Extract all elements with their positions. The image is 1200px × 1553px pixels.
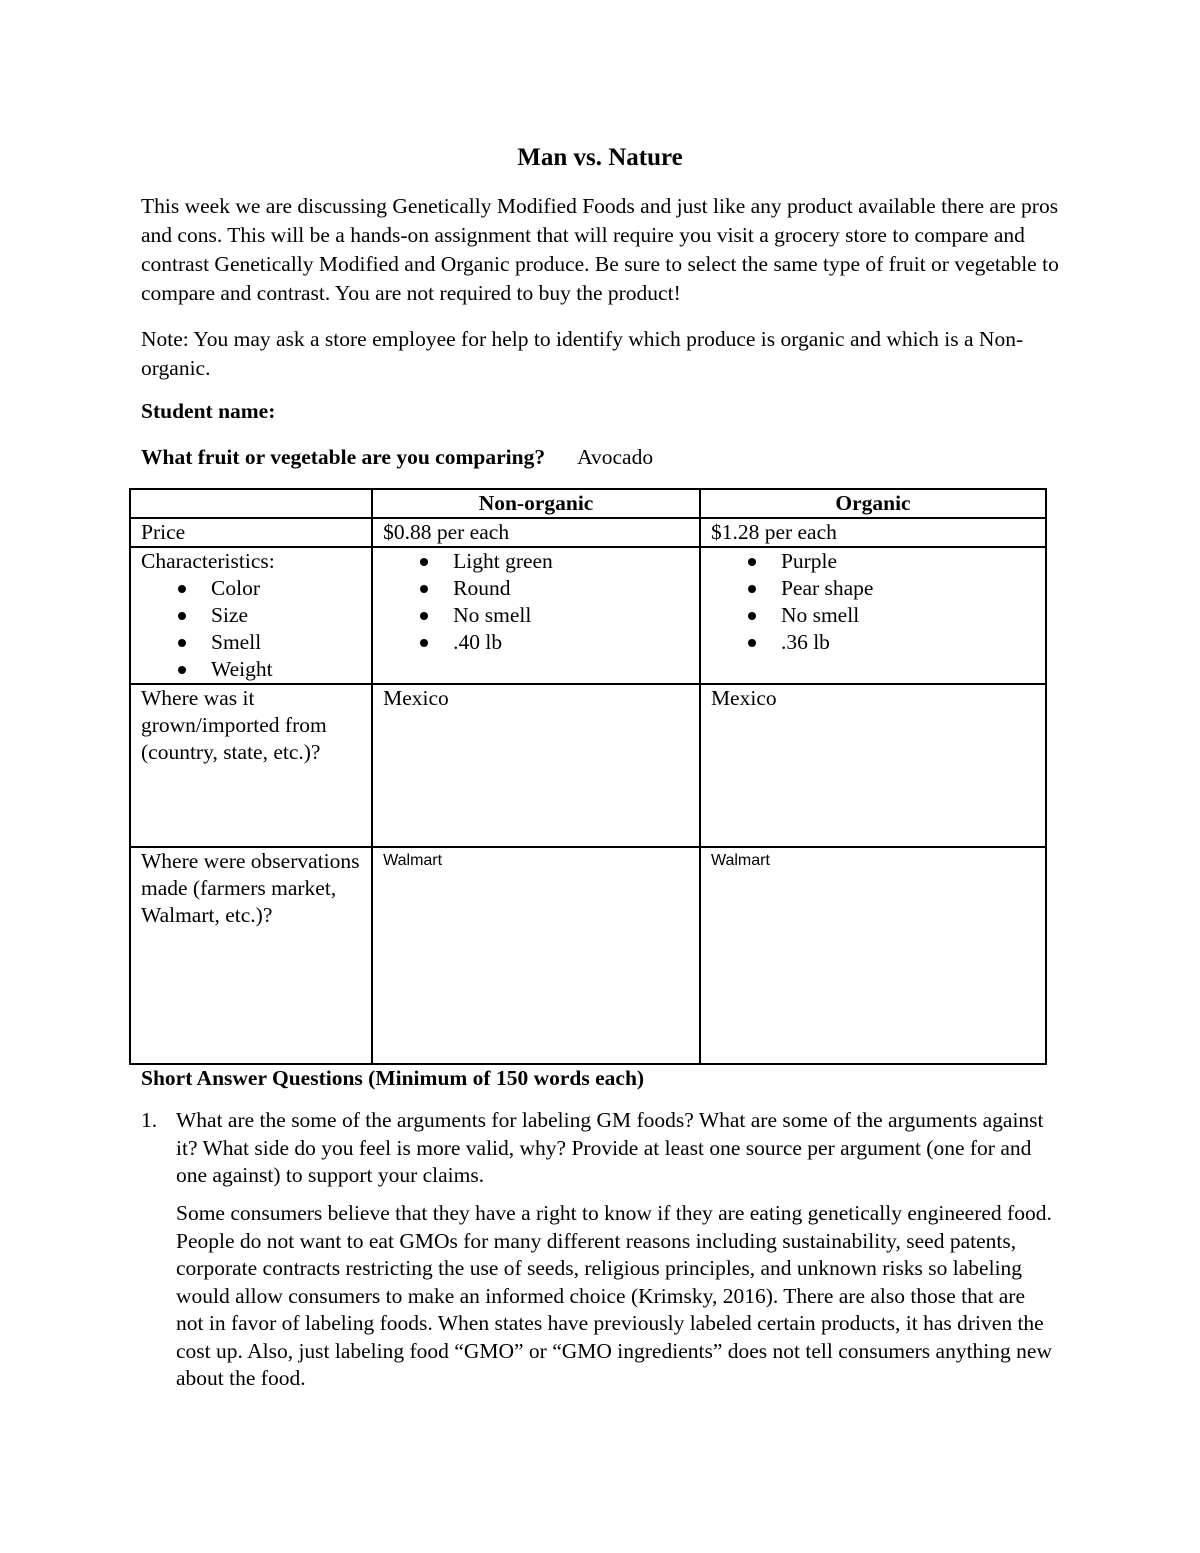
non-organic-characteristics-list	[383, 548, 689, 656]
price-organic: $1.28 per each	[700, 518, 1046, 547]
characteristics-organic	[700, 547, 1046, 684]
organic-characteristics-list	[711, 548, 1035, 656]
list-item: No smell	[383, 602, 689, 629]
observations-organic: Walmart	[700, 847, 1046, 1064]
question-1	[141, 1107, 1066, 1190]
origin-label: Where was it grown/imported from (country, state, etc.)?	[130, 684, 372, 847]
list-item: Round	[383, 575, 689, 602]
page-title: Man vs. Nature	[517, 144, 683, 171]
compare-answer: Avocado	[577, 445, 654, 469]
short-answer-heading: Short Answer Questions (Minimum of 150 words each)	[141, 1066, 645, 1090]
origin-non-organic: Mexico	[372, 684, 700, 847]
list-item: No smell	[711, 602, 1035, 629]
characteristics-cell	[130, 547, 372, 684]
table-row-characteristics	[130, 547, 1046, 684]
intro-paragraph: This week we are discussing Genetically Modified Foods and just like any product available there are pros and cons. This will be a hands-on assignment that will require you visit a grocery store to compare and contrast Genetically Modified and Organic produce. Be sure to select the same type of fruit or vegetable to compare and contrast. You are not required to buy the product!	[141, 194, 1059, 305]
list-item: Purple	[711, 548, 1035, 575]
compare-question-text: What fruit or vegetable are you comparing?	[141, 445, 546, 469]
table-row-origin	[130, 684, 1046, 847]
question-1-text: What are the some of the arguments for labeling GM foods? What are some of the arguments against it? What side do you feel is more valid, why? Provide at least one source per argument (one for and one against) to support your claims.	[176, 1108, 1044, 1187]
list-item: Size	[141, 602, 361, 629]
observations-label: Where were observations made (farmers market, Walmart, etc.)?	[130, 847, 372, 1064]
table-row-price	[130, 518, 1046, 547]
comparison-table	[129, 488, 1047, 1065]
list-item: .36 lb	[711, 629, 1035, 656]
table-header-row	[130, 489, 1046, 518]
characteristics-non-organic	[372, 547, 700, 684]
price-label: Price	[130, 518, 372, 547]
origin-organic: Mexico	[700, 684, 1046, 847]
list-item: Color	[141, 575, 361, 602]
list-item: Weight	[141, 656, 361, 683]
list-item: Pear shape	[711, 575, 1035, 602]
note-paragraph: Note: You may ask a store employee for help to identify which produce is organic and which is a Non-organic.	[141, 327, 1024, 380]
price-non-organic: $0.88 per each	[372, 518, 700, 547]
characteristics-list	[141, 575, 361, 683]
table-row-observations	[130, 847, 1046, 1064]
characteristics-label: Characteristics:	[141, 549, 275, 573]
header-empty-cell	[130, 489, 372, 518]
compare-question	[141, 443, 653, 472]
list-item: Smell	[141, 629, 361, 656]
list-item: Light green	[383, 548, 689, 575]
question-1-answer: Some consumers believe that they have a right to know if they are eating genetically engineered food. People do not want to eat GMOs for many different reasons including sustainability, seed patents, corporate contracts restricting the use of seeds, religious principles, and unknown risks so labeling would allow consumers to make an informed choice (Krimsky, 2016). There are also those that are not in favor of labeling foods. When states have previously labeled certain products, it has driven the cost up. Also, just labeling food “GMO” or “GMO ingredients” does not tell consumers anything new about the food.	[176, 1201, 1052, 1390]
observations-non-organic: Walmart	[372, 847, 700, 1064]
header-organic: Organic	[700, 489, 1046, 518]
student-name-label: Student name:	[141, 399, 276, 423]
header-non-organic: Non-organic	[372, 489, 700, 518]
list-item: .40 lb	[383, 629, 689, 656]
question-1-number: 1.	[141, 1108, 158, 1132]
